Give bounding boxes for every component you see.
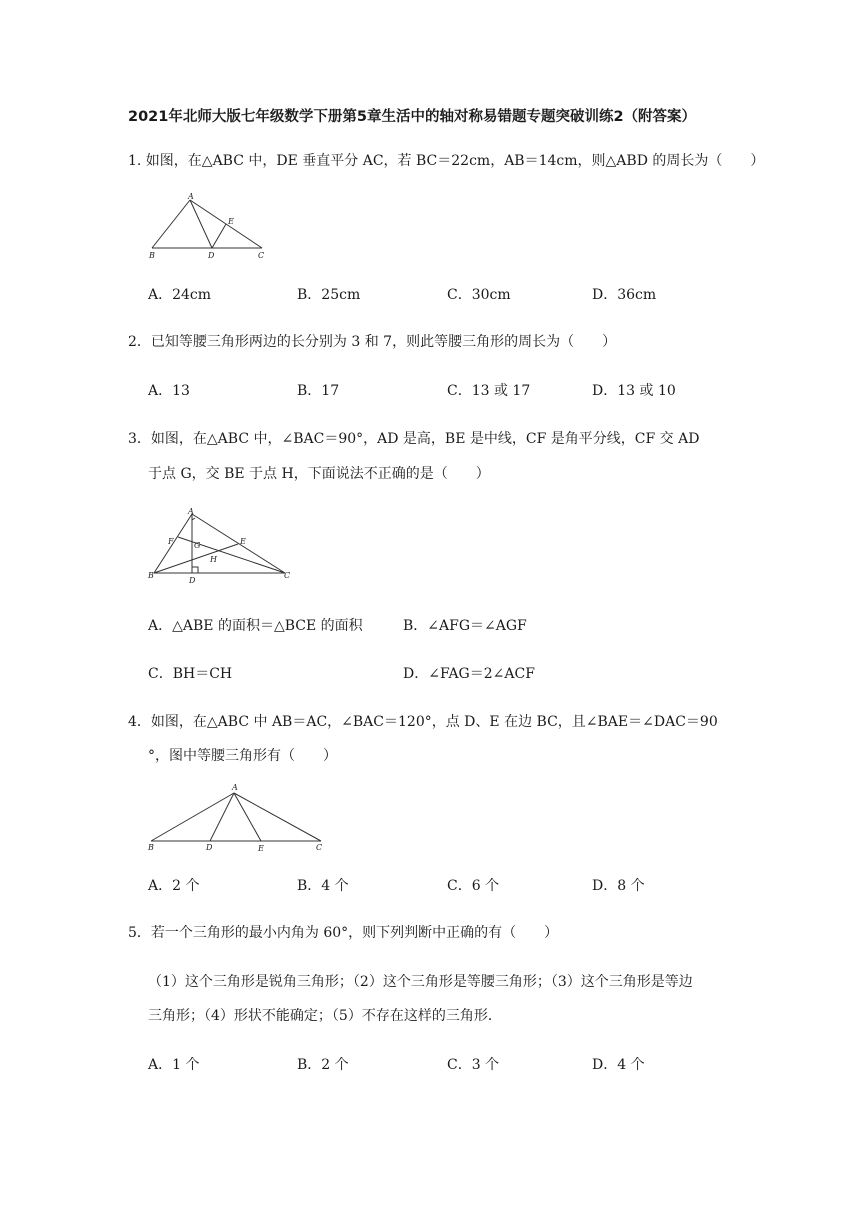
question-4-stem-line2: °，图中等腰三角形有（ ）: [148, 748, 337, 764]
question-1-figure: [145, 190, 280, 262]
question-4-figure: [145, 780, 330, 855]
fig1-label-e: E: [228, 217, 234, 226]
fig4-label-e: E: [258, 844, 264, 853]
q1-option-c[interactable]: C．30cm: [447, 287, 511, 303]
question-5-statement-line2: 三角形；（4）形状不能确定；（5）不存在这样的三角形．: [148, 1008, 502, 1024]
question-5-stem: 5．若一个三角形的最小内角为 60°，则下列判断中正确的有（ ）: [128, 925, 559, 941]
fig3-label-d: D: [189, 576, 196, 585]
question-1-stem: 1. 如图，在△ABC 中，DE 垂直平分 AC，若 BC＝22cm，AB＝14cm，则△ABD 的周长为（ ）: [128, 153, 765, 169]
question-2-stem: 2．已知等腰三角形两边的长分别为 3 和 7，则此等腰三角形的周长为（ ）: [128, 334, 617, 350]
fig1-label-d: D: [208, 251, 215, 260]
fig3-label-g: G: [194, 541, 201, 550]
question-3-stem-line2: 于点 G，交 BE 于点 H，下面说法不正确的是（ ）: [148, 466, 490, 482]
fig1-label-b: B: [149, 251, 155, 260]
question-4-stem-line1: 4．如图，在△ABC 中 AB＝AC，∠BAC＝120°，点 D、E 在边 BC，且∠BAE＝∠DAC＝90: [128, 714, 718, 730]
q2-option-a[interactable]: A．13: [148, 383, 190, 399]
q4-option-d[interactable]: D．8 个: [592, 878, 645, 894]
q3-option-b[interactable]: B．∠AFG＝∠AGF: [403, 618, 527, 634]
q1-option-b[interactable]: B．25cm: [297, 287, 361, 303]
q5-option-b[interactable]: B．2 个: [297, 1057, 349, 1073]
fig4-label-b: B: [148, 843, 154, 852]
fig4-label-c: C: [316, 843, 323, 852]
question-5-statement-line1: （1）这个三角形是锐角三角形；（2）这个三角形是等腰三角形；（3）这个三角形是等边: [148, 974, 693, 990]
question-3-stem-line1: 3．如图，在△ABC 中，∠BAC＝90°，AD 是高，BE 是中线，CF 是角平分线，CF 交 AD: [128, 431, 700, 447]
document-title: 2021年北师大版七年级数学下册第5章生活中的轴对称易错题专题突破训练2（附答案）: [128, 109, 697, 125]
q3-option-a[interactable]: A．△ABE 的面积＝△BCE 的面积: [148, 618, 363, 634]
fig1-label-c: C: [258, 251, 265, 260]
fig3-label-f: F: [168, 537, 174, 546]
q3-option-c[interactable]: C．BH＝CH: [148, 666, 233, 682]
fig3-label-h: H: [210, 555, 217, 564]
fig4-label-a: A: [232, 783, 238, 792]
q5-option-c[interactable]: C．3 个: [447, 1057, 500, 1073]
q1-option-a[interactable]: A．24cm: [148, 287, 212, 303]
fig1-label-a: A: [188, 192, 194, 201]
q2-option-c[interactable]: C．13 或 17: [447, 383, 531, 399]
fig3-label-a: A: [188, 507, 194, 516]
q4-option-a[interactable]: A．2 个: [148, 878, 200, 894]
question-3-figure: [145, 505, 295, 587]
q3-option-d[interactable]: D．∠FAG＝2∠ACF: [403, 666, 535, 682]
q4-option-c[interactable]: C．6 个: [447, 878, 500, 894]
q5-option-d[interactable]: D．4 个: [592, 1057, 645, 1073]
q2-option-b[interactable]: B．17: [297, 383, 340, 399]
fig4-label-d: D: [206, 843, 213, 852]
q1-option-d[interactable]: D．36cm: [592, 287, 657, 303]
q2-option-d[interactable]: D．13 或 10: [592, 383, 676, 399]
q4-option-b[interactable]: B．4 个: [297, 878, 349, 894]
q5-option-a[interactable]: A．1 个: [148, 1057, 200, 1073]
fig3-label-b: B: [148, 571, 154, 580]
fig3-label-e: E: [240, 537, 246, 546]
fig3-label-c: C: [284, 571, 291, 580]
